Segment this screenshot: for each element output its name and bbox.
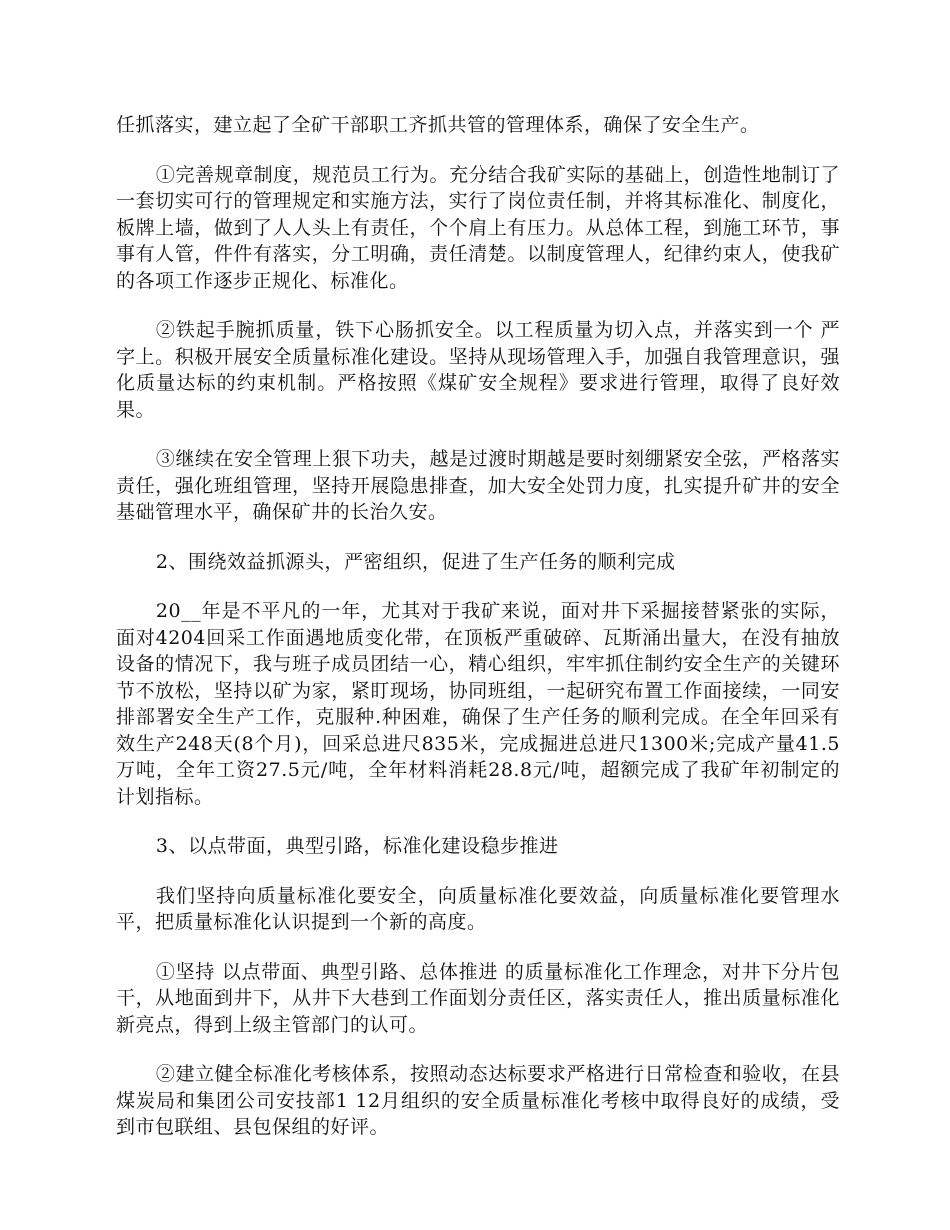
paragraph-2: ①完善规章制度，规范员工行为。充分结合我矿实际的基础上，创造性地制订了一套切实可行的管理规定和实施方法，实行了岗位责任制，并将其标准化、制度化，板牌上墙，做到了人人头上有责任，个个肩上有压力。从总体工程，到施工环节，事事有人管，件件有落实，分工明确，责任清楚。以制度管理人，纪律约束人，使我矿的各项工作逐步正规化、标准化。 xyxy=(116,163,840,292)
section-heading-2: 2、围绕效益抓源头，严密组织，促进了生产任务的顺利完成 xyxy=(155,550,676,573)
document-body xyxy=(116,112,840,1164)
paragraph-8: 我们坚持向质量标准化要安全，向质量标准化要效益，向质量标准化要管理水平，把质量标准化认识提到一个新的高度。 xyxy=(116,884,840,933)
section-heading-3: 3、以点带面，典型引路，标准化建设稳步推进 xyxy=(155,835,559,857)
paragraph-9: ①坚持 以点带面、典型引路、总体推进 的质量标准化工作理念，对井下分片包干，从地面到井下，从井下大巷到工作面划分责任区，落实责任人，推出质量标准化新亮点，得到上级主管部门的认可。 xyxy=(116,960,840,1036)
paragraph-3: ②铁起手腕抓质量，铁下心肠抓安全。以工程质量为切入点，并落实到一个 严 字上。积极开展安全质量标准化建设。坚持从现场管理入手，加强自我管理意识，强化质量达标的约束机制。严格按照《煤矿安全规程》要求进行管理，取得了良好效果。 xyxy=(116,319,840,421)
paragraph-10: ②建立健全标准化考核体系，按照动态达标要求严格进行日常检查和验收，在县煤炭局和集团公司安技部1 12月组织的安全质量标准化考核中取得良好的成绩，受到市包联组、县包保组的好评。 xyxy=(116,1063,840,1138)
paragraph-6: 20__年是不平凡的一年，尤其对于我矿来说，面对井下采掘接替紧张的实际，面对4204回采工作面遇地质变化带，在顶板严重破碎、瓦斯涌出量大，在没有抽放设备的情况下，我与班子成员团结一心，精心组织，牢牢抓住制约安全生产的关键环节不放松，坚持以矿为家，紧盯现场，协同班组，一起研究布置工作面接续，一同安排部署安全生产工作，克服种.种困难，确保了生产任务的顺利完成。在全年回采有效生产248天(8个月)，回采总进尺835米，完成掘进总进尺1300米;完成产量41.5万吨，全年工资27.5元/吨，全年材料消耗28.8元/吨，超额完成了我矿年初制定的计划指标。 xyxy=(116,600,840,808)
paragraph-1: 任抓落实，建立起了全矿干部职工齐抓共管的管理体系，确保了安全生产。 xyxy=(116,114,760,136)
paragraph-4: ③继续在安全管理上狠下功夫，越是过渡时期越是要时刻绷紧安全弦，严格落实责任，强化班组管理，坚持开展隐患排查，加大安全处罚力度，扎实提升矿井的安全基础管理水平，确保矿井的长治久安。 xyxy=(116,448,840,523)
